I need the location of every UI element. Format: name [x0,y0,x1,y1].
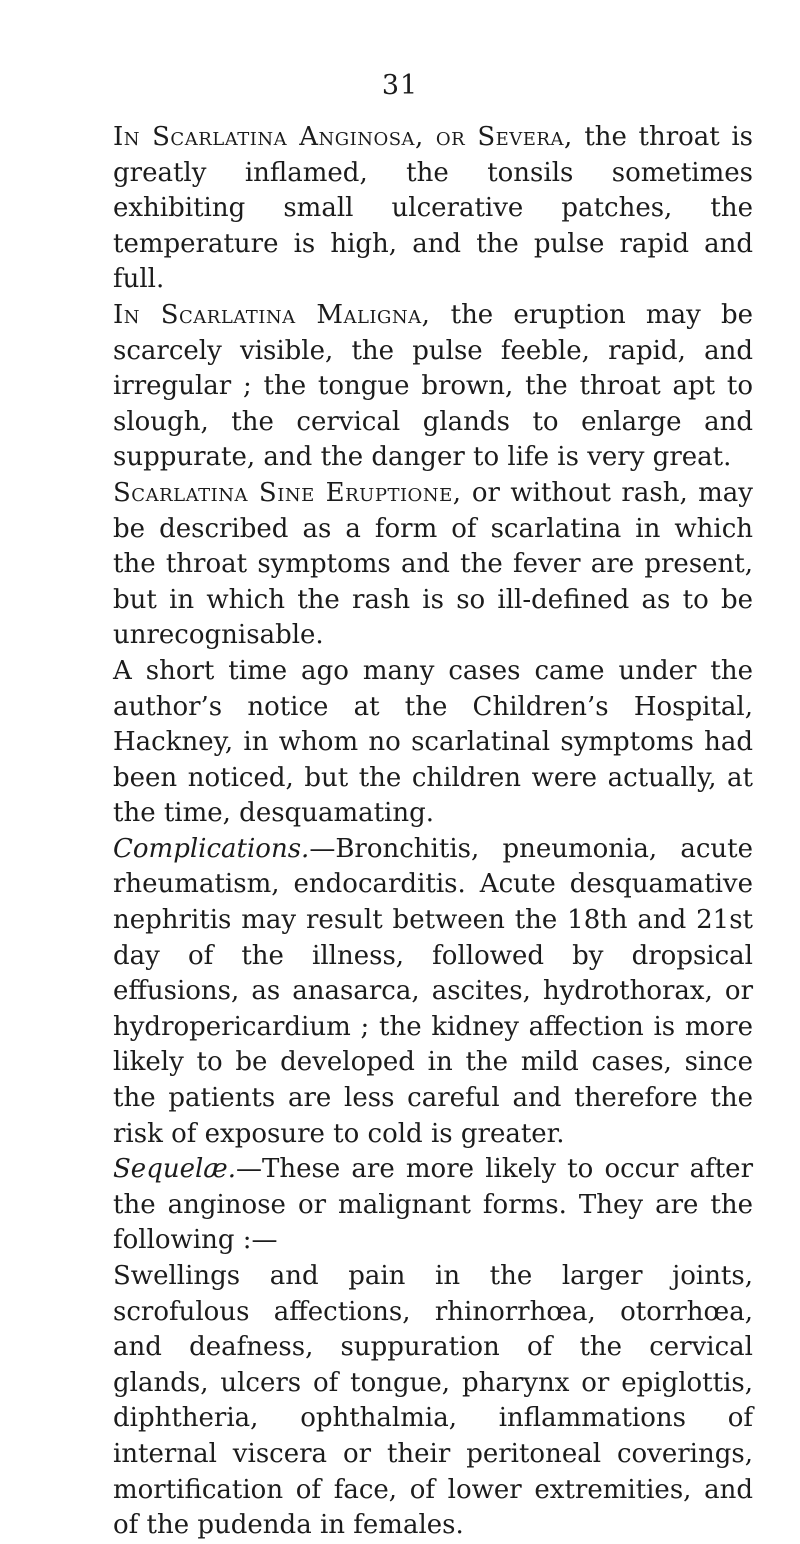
paragraph-text: the throat is greatly inflamed, the tonsils sometimes exhibiting small ulcerative patches, the temperature is high, and the pulse rapid and full. [113,122,753,295]
paragraph-text: A short time ago many cases came under the author’s notice at the Children’s Hospital, Hackney, in whom no scarlatinal symptoms had been noticed, but the children were actually, at the time, desquamating. [113,655,753,829]
paragraph-scarlatina-anginosa [113,120,753,298]
run-in-heading: Sequelæ. [113,1154,236,1185]
run-in-heading: Scarlatina Sine Eruptione, [113,477,462,508]
paragraph-text: the eruption may be scarcely visible, the pulse feeble, rapid, and irregular ; the tongue brown, the throat apt to slough, the cervical glands to enlarge and suppurate, and the danger to life is very great. [113,299,753,473]
paragraph-text: —Bronchitis, pneumonia, acute rheumatism, endocarditis. Acute desquamative nephritis may result between the 18th and 21st day of the illness, followed by dropsical effusions, as anasarca, ascites, hydrothorax, or hydropericardium ; the kidney affection is more likely to be developed in the mild cases, since the patients are less careful and therefore the risk of exposure to cold is greater. [113,833,753,1149]
paragraph-hackney-cases [113,654,753,832]
paragraph-scarlatina-maligna [113,298,753,476]
paragraph-complications [113,832,753,1152]
page-number: 31 [381,70,419,101]
paragraph-sequelae [113,1152,753,1259]
paragraph-scarlatina-sine-eruptione [113,476,753,654]
body-text [113,120,753,1544]
run-in-heading: In Scarlatina Anginosa, or Severa, [113,122,573,152]
paragraph-text: Swellings and pain in the larger joints, scrofulous affections, rhinorrhœa, otorrhœa, and deafness, suppuration of the cervical glands, ulcers of tongue, pharynx or epiglottis, diphtheria, ophthalmia, inflammations of internal viscera or their peritoneal coverings, mortification of face, of lower extremities, and of the pudenda in females. [113,1261,753,1541]
run-in-heading: In Scarlatina Maligna, [113,299,431,330]
paragraph-text: —These are more likely to occur after the anginose or malignant forms. They are the following :— [113,1154,753,1256]
paragraph-sequelae-list [113,1259,753,1544]
paragraph-text: or without rash, may be described as a form of scarlatina in which the throat symptoms and the fever are present, but in which the rash is so ill-defined as to be unrecognisable. [113,477,753,651]
run-in-heading: Complications. [113,833,310,864]
